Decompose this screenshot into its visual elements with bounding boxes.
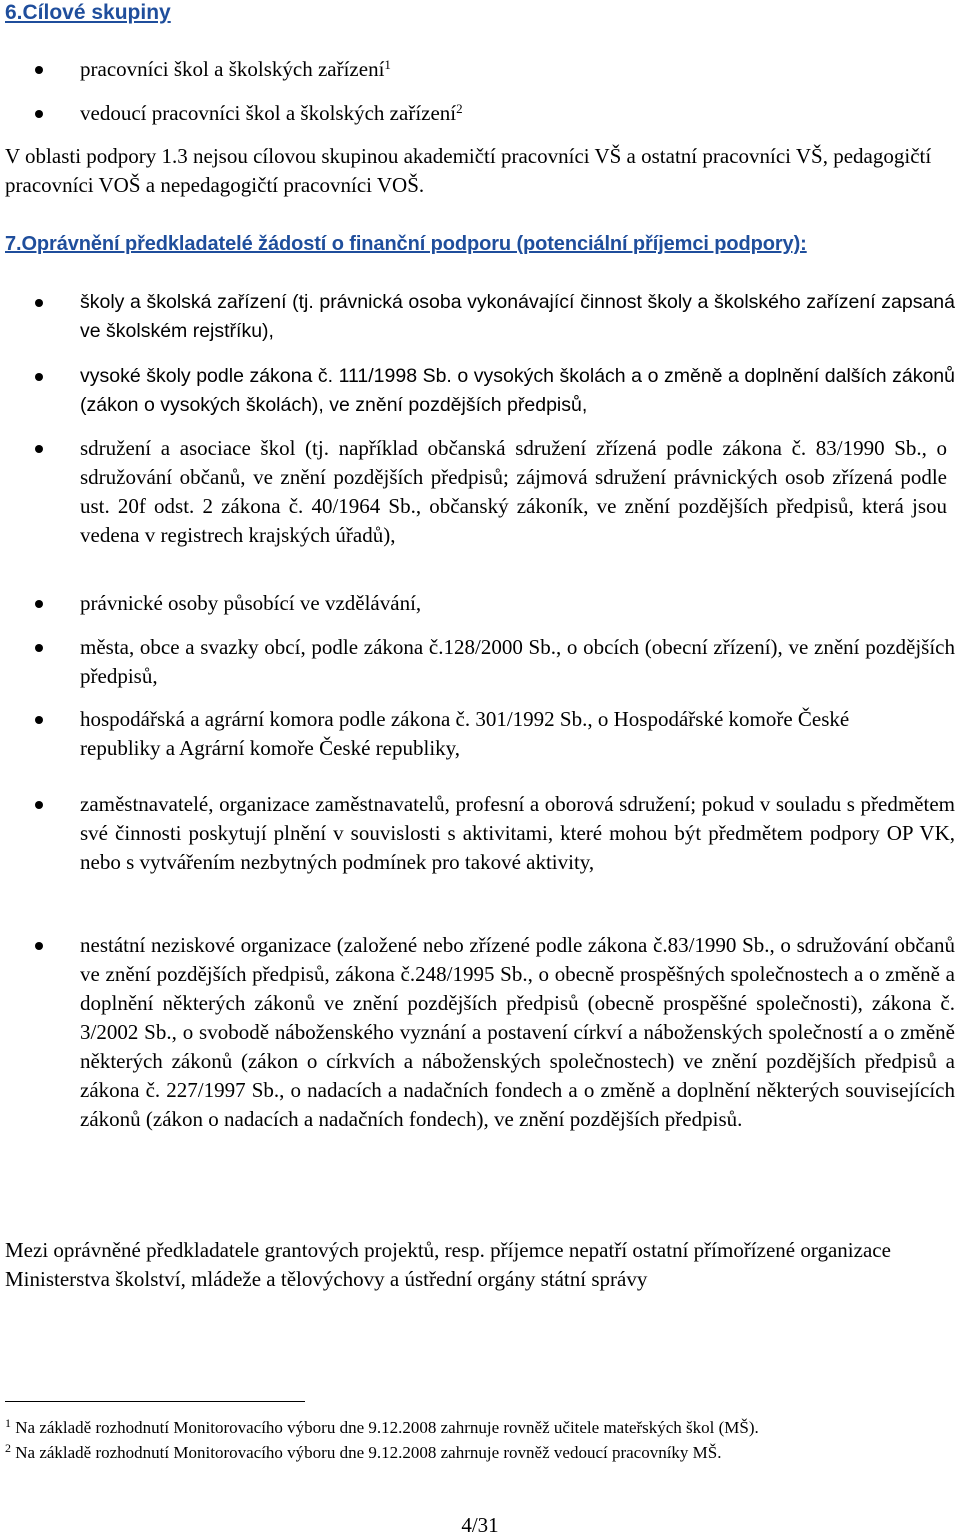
list-item: [5, 288, 955, 362]
closing-paragraph: Mezi oprávněné předkladatele grantových projektů, resp. příjemce nepatří ostatní přímořízené organizace Ministerstva školství, mládeže a tělovýchovy a ústřední orgány státní správy: [5, 1238, 891, 1291]
bullet-icon: [35, 66, 43, 74]
bullet-icon: [35, 110, 43, 118]
list-item-text: pracovníci škol a školských zařízení: [80, 57, 385, 81]
list-item-text: sdružení a asociace škol (tj. například občanská sdružení zřízená podle zákona č. 83/1990 Sb., o sdružování občanů, ve znění pozdějších předpisů; zájmová sdružení právnických osob zřízená podle ust. 20f odst. 2 zákona č. 40/1964 Sb., občanský zákoník, ve znění pozdějších předpisů, která jsou vedena v registrech krajských úřadů),: [80, 436, 947, 547]
footnote: [5, 1416, 759, 1440]
section-6-note: V oblasti podpory 1.3 nejsou cílovou skupinou akademičtí pracovníci VŠ a ostatní pracovníci VŠ, pedagogičtí pracovníci VOŠ a nepedagogičtí pracovníci VOŠ.: [5, 144, 932, 197]
footnote-divider: [5, 1401, 305, 1402]
list-item-text: školy a školská zařízení (tj. právnická osoba vykonávající činnost školy a školského zařízení zapsaná ve školském rejstříku),: [80, 291, 955, 342]
list-item: [5, 99, 955, 129]
bullet-icon: [35, 299, 43, 307]
bullet-icon: [35, 600, 43, 608]
footnote-text: Na základě rozhodnutí Monitorovacího výboru dne 9.12.2008 zahrnuje rovněž učitele mateřských škol (MŠ).: [15, 1418, 759, 1437]
list-item-text: zaměstnavatelé, organizace zaměstnavatelů, profesní a oborová sdružení; pokud v souladu s předmětem své činnosti poskytují plnění v souvislosti s aktivitami, které mohou být předmětem podpory OP VK, nebo s vytvářením nezbytných podmínek pro takové aktivity,: [80, 792, 955, 874]
list-item-text: vedoucí pracovníci škol a školských zařízení: [80, 101, 457, 125]
footnote-number: 1: [5, 1416, 11, 1430]
footnote-text: Na základě rozhodnutí Monitorovacího výboru dne 9.12.2008 zahrnuje rovněž vedoucí pracovníky MŠ.: [15, 1443, 722, 1462]
list-item-text: hospodářská a agrární komora podle zákona č. 301/1992 Sb., o Hospodářské komoře České republiky a Agrární komoře České republiky,: [80, 707, 850, 760]
section-6-heading: 6.Cílové skupiny: [5, 1, 171, 24]
list-item: [5, 705, 955, 790]
eligible-applicants-list: [5, 288, 955, 1191]
footnote-ref: 2: [456, 101, 463, 116]
list-item-text: vysoké školy podle zákona č. 111/1998 Sb. o vysokých školách a o změně a doplnění dalších zákonů (zákon o vysokých školách), ve znění pozdějších předpisů,: [80, 365, 955, 416]
list-item: [5, 790, 955, 931]
bullet-icon: [35, 716, 43, 724]
bullet-icon: [35, 445, 43, 453]
list-item-text: nestátní neziskové organizace (založené nebo zřízené podle zákona č.83/1990 Sb., o sdružování občanů ve znění pozdějších předpisů, zákona č.248/1995 Sb., o obecně prospěšných společnostech a o změně a doplnění některých zákonů ve znění pozdějších předpisů (obecně prospěšné společnosti), zákona č. 3/2002 Sb., o svobodě náboženského vyznání a postavení církví a náboženských společností a o změně některých zákonů (zákon o církvích a náboženských společnostech) ve znění pozdějších předpisů a zákona č. 227/1997 Sb., o nadacích a nadačních fondech a o změně a doplnění některých souvisejících zákonů (zákon o nadacích a nadačních fondech), ve znění pozdějších předpisů.: [80, 933, 955, 1131]
list-item: [5, 633, 955, 705]
bullet-icon: [35, 942, 43, 950]
list-item: [5, 55, 955, 99]
footnote: [5, 1441, 722, 1465]
page-number: 4/31: [461, 1513, 499, 1537]
section-7-heading: 7.Oprávnění předkladatelé žádostí o finanční podporu (potenciální příjemci podpory):: [5, 233, 807, 255]
target-groups-list: [5, 55, 955, 129]
footnote-ref: 1: [384, 57, 391, 72]
bullet-icon: [35, 373, 43, 381]
list-item: [5, 362, 955, 434]
list-item: [5, 931, 955, 1191]
list-item: [5, 434, 955, 589]
bullet-icon: [35, 644, 43, 652]
list-item-text: právnické osoby působící ve vzdělávání,: [80, 591, 422, 615]
list-item: [5, 589, 955, 633]
footnote-number: 2: [5, 1441, 11, 1455]
bullet-icon: [35, 801, 43, 809]
list-item-text: města, obce a svazky obcí, podle zákona č.128/2000 Sb., o obcích (obecní zřízení), ve znění pozdějších předpisů,: [80, 635, 955, 688]
